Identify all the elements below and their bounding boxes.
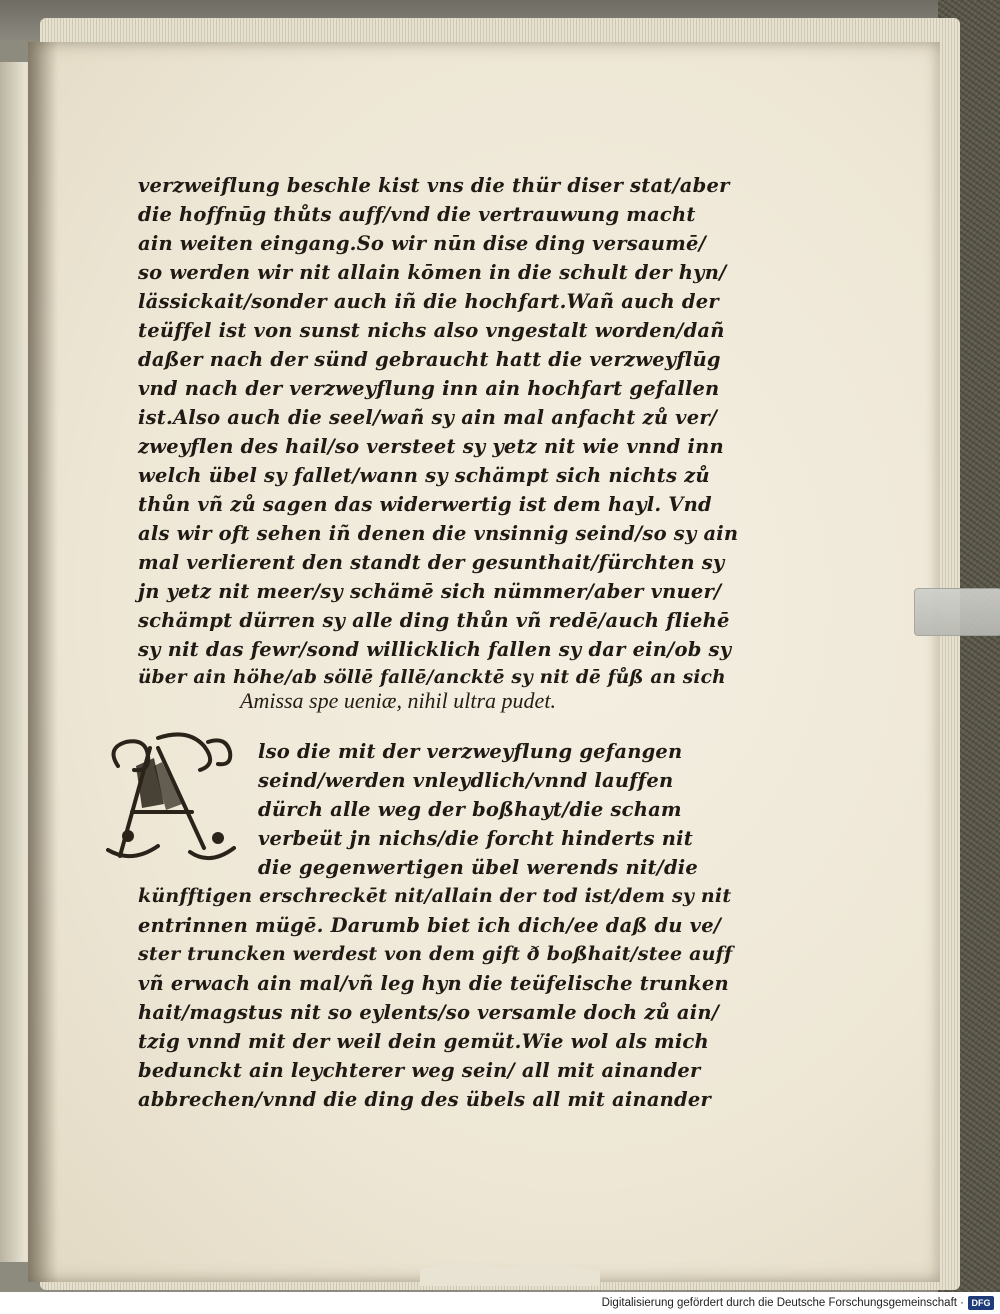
text-line: künfftigen erschreckēt nit/allain der tod ist/dem sy nit xyxy=(138,885,732,907)
text-line: schämpt dürren sy alle ding thůn vñ redē/auch fliehē xyxy=(138,609,730,632)
text-line: die gegenwertigen übel werends nit/die xyxy=(258,856,699,879)
text-line: verzweiflung beschle kist vns die thür diser stat/aber xyxy=(138,174,730,197)
text-line: teüffel ist von sunst nichs also vngestalt worden/dañ xyxy=(138,319,725,342)
text-line: lässickait/sonder auch iñ die hochfart.Wañ auch der xyxy=(138,290,719,313)
text-line: vnd nach der verzweyflung inn ain hochfart gefallen xyxy=(138,377,720,400)
text-line: vñ erwach ain mal/vñ leg hyn die teüfelische trunken xyxy=(138,972,729,995)
dfg-logo-icon: DFG xyxy=(968,1296,994,1310)
text-line: die hoffnūg thůts auff/vnd die vertrauwung macht xyxy=(138,203,696,226)
text-line: verbeüt jn nichs/die forcht hinderts nit xyxy=(258,827,693,850)
text-line: über ain höhe/ab söllē fallē/ancktē sy nit dē fůß an sich xyxy=(138,667,726,688)
text-line: seind/werden vnleydlich/vnnd lauffen xyxy=(258,769,674,792)
text-line: zweyflen des hail/so versteet sy yetz nit wie vnnd inn xyxy=(138,435,724,458)
text-line: sy nit das fewr/sond willicklich fallen sy dar ein/ob sy xyxy=(138,638,732,661)
text-line: jn yetz nit meer/sy schämē sich nümmer/aber vnuer/ xyxy=(138,580,722,603)
text-line: ain weiten eingang.So wir nūn dise ding versaumē/ xyxy=(138,232,706,255)
text-line: abbrechen/vnnd die ding des übels all mit ainander xyxy=(138,1088,711,1111)
text-line: ster truncken werdest von dem gift ð boßhait/stee auff xyxy=(138,943,733,965)
text-line: hait/magstus nit so eylents/so versamle doch zů ain/ xyxy=(138,1001,720,1024)
text-line: als wir oft sehen iñ denen die vnsinnig seind/so sy ain xyxy=(138,522,739,545)
text-line: daßer nach der sünd gebraucht hatt die verzweyflūg xyxy=(138,348,721,371)
text-line: thůn vñ zů sagen das widerwertig ist dem hayl. Vnd xyxy=(138,493,712,516)
text-line: lso die mit der verzweyflung gefangen xyxy=(258,740,683,763)
text-line: mal verlierent den standt der gesunthait/fürchten sy xyxy=(138,551,725,574)
footer-credit: Digitalisierung gefördert durch die Deutsche Forschungsgemeinschaft · xyxy=(601,1297,964,1309)
text-line: welch übel sy fallet/wann sy schämpt sich nichts zů xyxy=(138,464,710,487)
text-line: tzig vnnd mit der weil dein gemüt.Wie wol als mich xyxy=(138,1030,709,1053)
page-clip-tab xyxy=(914,588,1000,636)
text-line: dürch alle weg der boßhayt/die scham xyxy=(258,798,682,821)
decorated-initial-a-icon xyxy=(98,726,248,866)
text-line: entrinnen mügē. Darumb biet ich dich/ee daß du ve/ xyxy=(138,914,722,937)
text-line: ist.Also auch die seel/wañ sy ain mal anfacht zů ver/ xyxy=(138,406,718,429)
latin-motto: Amissa spe ueniæ, nihil ultra pudet. xyxy=(240,688,556,713)
page-gutter-shadow xyxy=(28,42,58,1282)
text-line: bedunckt ain leychterer weg sein/ all mit ainander xyxy=(138,1059,701,1082)
text-line: so werden wir nit allain kōmen in die schult der hyn/ xyxy=(138,261,727,284)
